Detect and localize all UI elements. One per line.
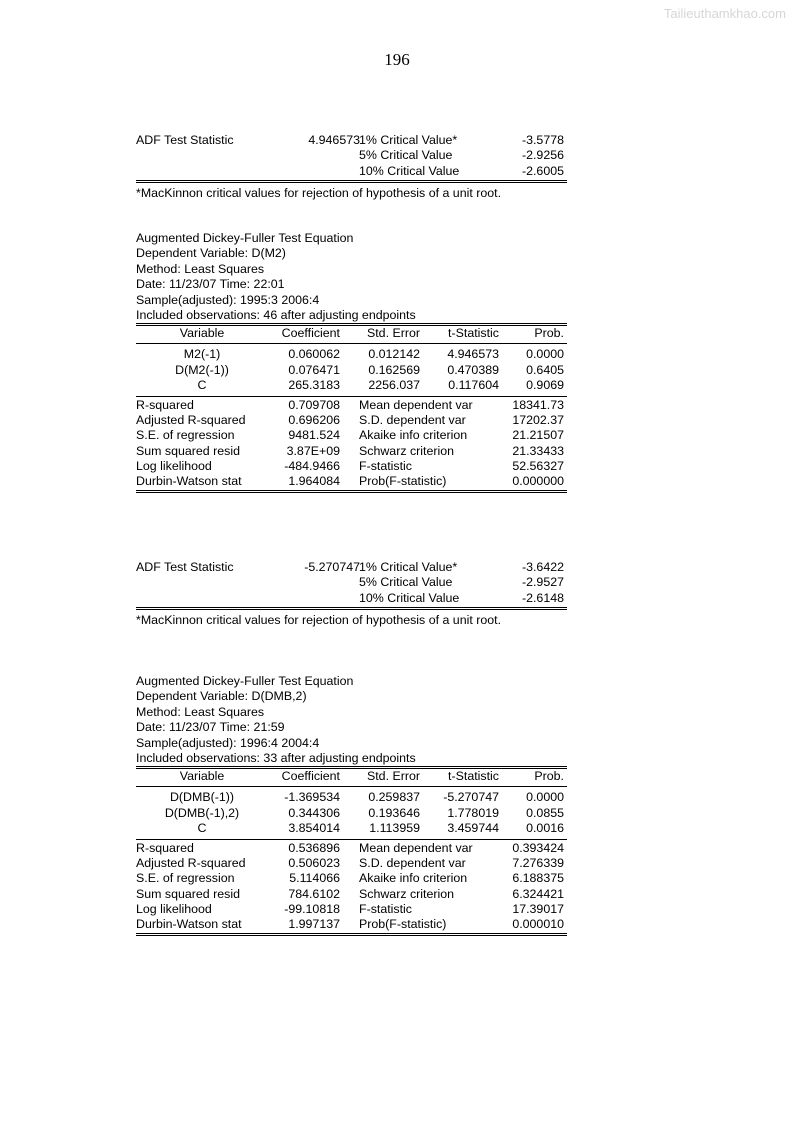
table-cell: -484.9466 <box>284 459 340 474</box>
adf-critical-table <box>136 133 567 183</box>
table-cell: 0.0016 <box>526 821 564 836</box>
table-cell: 1.964084 <box>288 474 340 489</box>
critical-value: -3.6422 <box>521 560 564 574</box>
table-row <box>136 474 567 489</box>
header-t-statistic: t-Statistic <box>448 326 499 341</box>
table-cell: 2256.037 <box>368 378 420 393</box>
date-time: Date: 11/23/07 Time: 21:59 <box>136 720 285 735</box>
dependent-variable: Dependent Variable: D(M2) <box>136 246 286 261</box>
table-cell: S.D. dependent var <box>359 412 466 427</box>
table-cell: Schwarz criterion <box>359 886 455 901</box>
table-cell: 18341.73 <box>512 397 564 412</box>
table-cell: 0.012142 <box>368 347 420 362</box>
critical-label: 5% Critical Value <box>359 148 453 163</box>
sample: Sample(adjusted): 1995:3 2006:4 <box>136 292 320 307</box>
table-cell: C <box>197 378 207 393</box>
method: Method: Least Squares <box>136 261 265 276</box>
table-cell: Adjusted R-squared <box>136 412 246 427</box>
table-cell: 6.324421 <box>512 886 564 901</box>
observations: Included observations: 46 after adjusting endpoints <box>136 308 567 326</box>
watermark: Tailieuthamkhao.com <box>663 6 786 21</box>
table-cell: 6.188375 <box>512 871 564 886</box>
table-cell: Log likelihood <box>136 902 212 917</box>
table-cell: 0.506023 <box>288 855 340 870</box>
table-cell: 4.946573 <box>447 347 499 362</box>
critical-value: -2.9527 <box>521 575 564 590</box>
method: Method: Least Squares <box>136 704 265 719</box>
adf-block-1 <box>136 133 567 202</box>
table-row <box>136 347 567 362</box>
table-header <box>136 326 567 344</box>
critical-label: 5% Critical Value <box>359 575 453 590</box>
table-row <box>136 887 567 902</box>
table-cell: 9481.524 <box>288 428 340 443</box>
mackinnon-note: *MacKinnon critical values for rejection of hypothesis of a unit root. <box>136 186 502 201</box>
table-cell: 5.114066 <box>289 871 340 886</box>
table-cell: F-statistic <box>359 459 413 474</box>
table-cell: S.D. dependent var <box>359 855 466 870</box>
column-tick <box>268 935 273 936</box>
table-cell: 21.21507 <box>512 428 564 443</box>
table-cell: 0.000000 <box>512 474 564 489</box>
table-cell: Durbin-Watson stat <box>136 917 242 932</box>
table-cell: 0.259837 <box>368 790 420 805</box>
table-cell: Akaike info criterion <box>359 428 468 443</box>
table-cell: 3.87E+09 <box>286 443 340 458</box>
table-cell: Akaike info criterion <box>359 871 468 886</box>
table-header <box>136 769 567 787</box>
header-prob: Prob. <box>534 769 564 784</box>
table-cell: 0.9069 <box>526 378 564 393</box>
table-cell: Prob(F-statistic) <box>359 474 447 489</box>
table-cell: 0.344306 <box>288 805 340 820</box>
table-cell: M2(-1) <box>183 347 221 362</box>
table-cell: R-squared <box>136 397 194 412</box>
adf-value: -5.270747 <box>304 560 360 574</box>
table-row <box>136 856 567 871</box>
coefficient-table <box>136 787 567 839</box>
table-cell: 265.3183 <box>288 378 340 393</box>
dependent-variable: Dependent Variable: D(DMB,2) <box>136 689 307 704</box>
table-cell: 0.0000 <box>526 347 564 362</box>
table-cell: 0.0000 <box>526 790 564 805</box>
header-std-error: Std. Error <box>366 326 420 341</box>
header-coefficient: Coefficient <box>281 326 340 341</box>
table-cell: -5.270747 <box>443 790 499 805</box>
adf-label: ADF Test Statistic <box>136 133 234 147</box>
table-row <box>136 459 567 474</box>
table-row <box>136 917 567 932</box>
table-cell: S.E. of regression <box>136 871 235 886</box>
table-cell: Sum squared resid <box>136 886 240 901</box>
equation-info <box>136 674 567 769</box>
table-cell: 0.193646 <box>368 805 420 820</box>
column-tick <box>501 935 506 936</box>
equation-info <box>136 231 567 326</box>
table-cell: R-squared <box>136 840 194 855</box>
header-variable: Variable <box>179 769 225 784</box>
critical-label: 10% Critical Value <box>359 163 460 178</box>
table-cell: Mean dependent var <box>359 397 473 412</box>
adf-critical-table <box>136 560 567 610</box>
table-cell: 0.393424 <box>512 840 564 855</box>
table-cell: 0.536896 <box>288 840 340 855</box>
observations: Included observations: 33 after adjusting endpoints <box>136 751 567 769</box>
table-cell: 0.470389 <box>447 362 499 377</box>
table-cell: 0.709708 <box>288 397 340 412</box>
table-row <box>136 363 567 378</box>
date-time: Date: 11/23/07 Time: 22:01 <box>136 277 285 292</box>
table-cell: C <box>197 821 207 836</box>
table-cell: Durbin-Watson stat <box>136 474 242 489</box>
table-cell: 3.854014 <box>288 821 340 836</box>
table-cell: Mean dependent var <box>359 840 473 855</box>
header-variable: Variable <box>179 326 225 341</box>
statistics-table <box>136 397 567 493</box>
table-row <box>136 413 567 428</box>
table-cell: Schwarz criterion <box>359 443 455 458</box>
adf-label: ADF Test Statistic <box>136 560 234 574</box>
table-cell: Prob(F-statistic) <box>359 917 447 932</box>
table-cell: 0.000010 <box>512 917 564 932</box>
table-cell: 0.0855 <box>526 805 564 820</box>
table-cell: 21.33433 <box>512 443 564 458</box>
critical-value: -3.5778 <box>521 133 564 147</box>
page-number: 196 <box>384 50 410 69</box>
table-row <box>136 841 567 856</box>
regression-block-1 <box>136 231 567 493</box>
column-tick <box>342 935 347 936</box>
table-cell: D(M2(-1)) <box>175 362 229 377</box>
critical-value: -2.9256 <box>521 148 564 163</box>
table-cell: Sum squared resid <box>136 443 240 458</box>
table-cell: 3.459744 <box>447 821 499 836</box>
table-row <box>136 428 567 443</box>
table-cell: 0.060062 <box>288 347 340 362</box>
table-cell: 0.076471 <box>288 362 340 377</box>
critical-label: 1% Critical Value* <box>359 133 458 147</box>
header-t-statistic: t-Statistic <box>448 769 499 784</box>
critical-label: 1% Critical Value* <box>359 560 458 574</box>
table-cell: 0.696206 <box>288 412 340 427</box>
critical-label: 10% Critical Value <box>359 590 460 605</box>
table-cell: 17.39017 <box>512 902 564 917</box>
table-cell: 0.117604 <box>448 378 499 393</box>
table-row <box>136 821 567 836</box>
column-tick <box>342 492 347 493</box>
coefficient-table <box>136 344 567 396</box>
column-tick <box>501 492 506 493</box>
sample: Sample(adjusted): 1996:4 2004:4 <box>136 735 320 750</box>
table-row <box>136 378 567 393</box>
column-tick <box>268 492 273 493</box>
table-cell: D(DMB(-1),2) <box>164 805 240 820</box>
table-cell: 52.56327 <box>512 459 564 474</box>
table-cell: 1.997137 <box>288 917 340 932</box>
header-coefficient: Coefficient <box>281 769 340 784</box>
header-prob: Prob. <box>534 326 564 341</box>
table-cell: 17202.37 <box>512 412 564 427</box>
header-std-error: Std. Error <box>366 769 420 784</box>
table-cell: 0.162569 <box>368 362 420 377</box>
table-cell: 7.276339 <box>512 855 564 870</box>
table-row <box>136 902 567 917</box>
adf-block-2 <box>136 560 567 629</box>
table-row <box>136 444 567 459</box>
table-cell: Adjusted R-squared <box>136 855 246 870</box>
table-cell: 1.113959 <box>369 821 420 836</box>
table-cell: 1.778019 <box>447 805 499 820</box>
table-cell: 0.6405 <box>526 362 564 377</box>
table-cell: -99.10818 <box>284 902 340 917</box>
mackinnon-note: *MacKinnon critical values for rejection of hypothesis of a unit root. <box>136 613 502 628</box>
table-cell: 784.6102 <box>288 886 340 901</box>
adf-value: 4.946573 <box>308 133 360 147</box>
table-row <box>136 806 567 821</box>
table-row <box>136 398 567 413</box>
table-cell: S.E. of regression <box>136 428 235 443</box>
table-cell: D(DMB(-1)) <box>169 790 234 805</box>
critical-value: -2.6148 <box>521 590 564 605</box>
regression-block-2 <box>136 674 567 936</box>
table-row <box>136 871 567 886</box>
statistics-table <box>136 840 567 936</box>
table-row <box>136 790 567 805</box>
table-cell: -1.369534 <box>284 790 340 805</box>
critical-value: -2.6005 <box>521 163 564 178</box>
equation-title: Augmented Dickey-Fuller Test Equation <box>136 231 354 245</box>
table-cell: Log likelihood <box>136 459 212 474</box>
equation-title: Augmented Dickey-Fuller Test Equation <box>136 674 354 688</box>
table-cell: F-statistic <box>359 902 413 917</box>
